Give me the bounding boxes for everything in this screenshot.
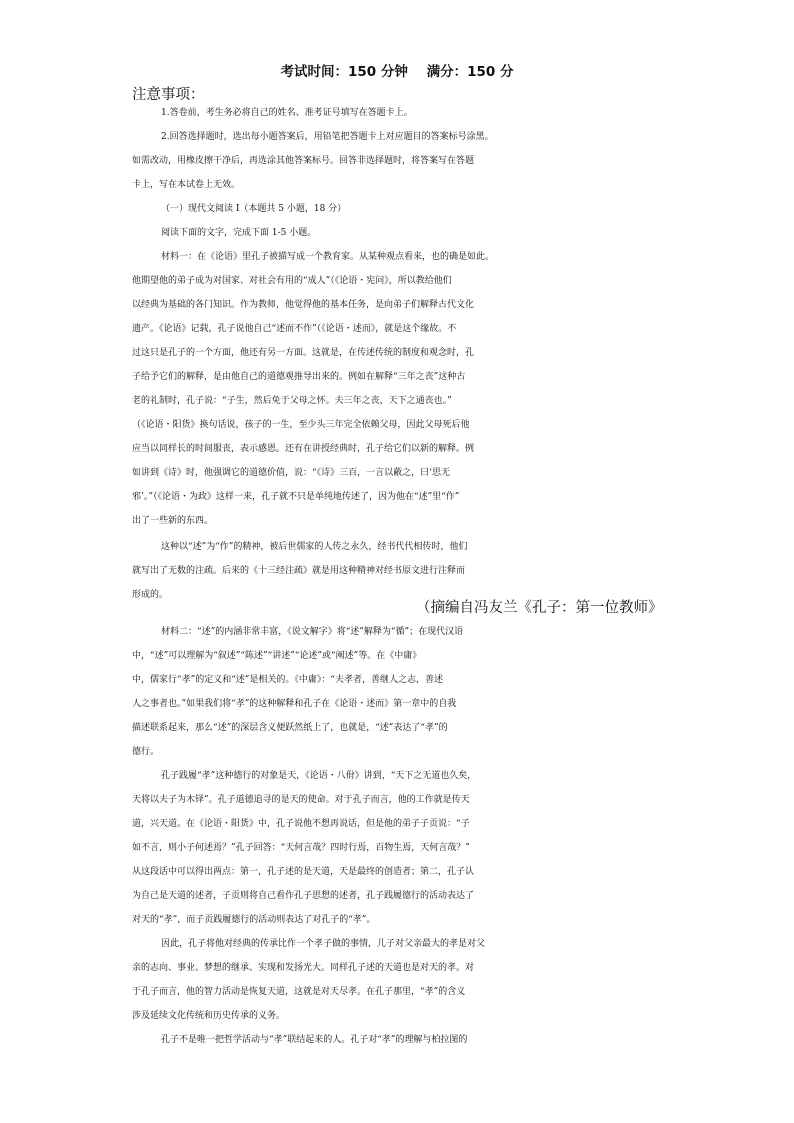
material1-line: 材料一：在《论语》里孔子被描写成一个教育家。从某种观点看来，也的确是如此。 — [161, 252, 495, 262]
material1-line: 老的礼制时，孔子说：“子生，然后免于父母之怀。夫三年之丧，天下之通丧也。” — [132, 396, 452, 406]
material2-para2-line: 如不言，则小子何述焉？”孔子回答：“天何言哉？四时行焉，百物生焉，天何言哉？” — [132, 843, 470, 853]
material2-para2-line: 天将以夫子为木铎”。孔子道德追寻的是天的使命。对于孔子而言，他的工作就是传天 — [132, 795, 470, 805]
material2-para2-line: 对天的“孝”，而子贡践履德行的活动则表达了对孔子的“孝”。 — [132, 915, 376, 925]
note-line: 1.答卷前，考生务必将自己的姓名、准考证号填写在答题卡上。 — [161, 108, 413, 118]
section-instruction: 阅读下面的文字，完成下面 1-5 小题。 — [161, 228, 317, 238]
material1-para2-line: 形成的。 — [132, 590, 169, 600]
material1-line: 遗产。《论语》记载，孔子说他自己“述而不作”（《论语・述而》，就是这个缘故。不 — [132, 324, 457, 334]
material1-para2-line: 就写出了无数的注疏。后来的《十三经注疏》就是用这种精神对经书原文进行注释而 — [132, 566, 466, 576]
material1-para2-line: 这种以“述”为“作”的精神，被后世儒家的人传之永久，经书代代相传时，他们 — [161, 542, 468, 552]
material2-line: 中，“述”可以理解为“叙述”“陈述”“讲述”“论述”或“阐述”等。在《中庸》 — [132, 651, 422, 661]
material1-line: 他期望他的弟子成为对国家、对社会有用的“成人”（《论语・宪问》，所以教给他们 — [132, 276, 452, 286]
material2-line: 人之事者也。”如果我们将“孝”的这种解释和孔子在《论语・述而》第一章中的自我 — [132, 699, 457, 709]
material1-line: 出了一些新的东西。 — [132, 516, 214, 526]
material2-para3-line: 因此，孔子将他对经典的传承比作一个孝子做的事情，儿子对父亲最大的孝是对父 — [161, 939, 486, 949]
material2-para3-line: 于孔子而言，他的智力活动是恢复天道，这就是对天尽孝。在孔子那里，“孝”的含义 — [132, 987, 466, 997]
material1-line: 子给予它们的解释，是由他自己的道德观推导出来的。例如在解释“三年之丧”这种古 — [132, 372, 466, 382]
material1-line: 应当以同样长的时间服丧，表示感恩。还有在讲授经典时，孔子给它们以新的解释。例 — [132, 444, 475, 454]
material1-line: 过这只是孔子的一个方面，他还有另一方面。这就是，在传述传统的制度和观念时，孔 — [132, 348, 475, 358]
exam-time-header: 考试时间：150 分钟 满分：150 分 — [280, 64, 514, 80]
material2-line: 中，儒家行“孝”的定义和“述”是相关的。《中庸》：“夫孝者，善继人之志，善述 — [132, 675, 444, 685]
notes-label: 注意事项： — [132, 87, 205, 103]
material2-para2-line: 孔子践履“孝”这种德行的对象是天，《论语・八佾》讲到，“天下之无道也久矣， — [161, 771, 477, 781]
material2-line: 材料二：“述”的内涵非常丰富，《说文解字》将“述”解释为“循”；在现代汉语 — [161, 627, 464, 637]
material1-line: 以经典为基础的各门知识。作为教师，他觉得他的基本任务，是向弟子们解释古代文化 — [132, 300, 475, 310]
material1-line: （《论语・阳货》换句话说，孩子的一生，至少头三年完全依赖父母，因此父母死后他 — [132, 420, 470, 430]
material2-para3-line: 涉及延续文化传统和历史传承的义务。 — [132, 1011, 286, 1021]
material1-line: 邪’。”（《论语・为政》这样一来，孔子就不只是单纯地传述了，因为他在“述”里“作” — [132, 492, 460, 502]
note-line: 如需改动，用橡皮擦干净后，再选涂其他答案标号。回答非选择题时，将答案写在答题 — [132, 156, 475, 166]
material2-line: 德行。 — [132, 747, 160, 757]
material2-para2-line: 道，兴天道。在《论语・阳货》中，孔子说他不想再说话，但是他的弟子子贡说：“子 — [132, 819, 470, 829]
material1-line: 如讲到《诗》时，他强调它的道德价值，说：“《诗》三百，一言以蔽之，曰‘思无 — [132, 468, 450, 478]
section-title: （一）现代文阅读 I（本题共 5 小题，18 分） — [161, 204, 347, 214]
material2-para2-line: 为自己是天道的述者，子贡则将自己看作孔子思想的述者，孔子践履德行的活动表达了 — [132, 891, 475, 901]
material1-source: （摘编自冯友兰《孔子：第一位教师》 — [416, 600, 663, 616]
material2-para2-line: 从这段话中可以得出两点：第一，孔子述的是天道，天是最终的创造者；第二，孔子认 — [132, 867, 475, 877]
material2-line: 描述联系起来，那么“述”的深层含义便跃然纸上了，也就是，“述”表达了“孝”的 — [132, 723, 448, 733]
material2-para3-line: 亲的志向、事业、梦想的继承、实现和发扬光大。同样孔子述的天道也是对天的孝。对 — [132, 963, 475, 973]
note-line: 2.回答选择题时，选出每小题答案后，用铅笔把答题卡上对应题目的答案标号涂黑。 — [161, 132, 494, 142]
note-line: 卡上，写在本试卷上无效。 — [132, 180, 241, 190]
material2-para4-line: 孔子不是唯一把哲学活动与“孝”联结起来的人。孔子对“孝”的理解与柏拉图的 — [161, 1035, 468, 1045]
